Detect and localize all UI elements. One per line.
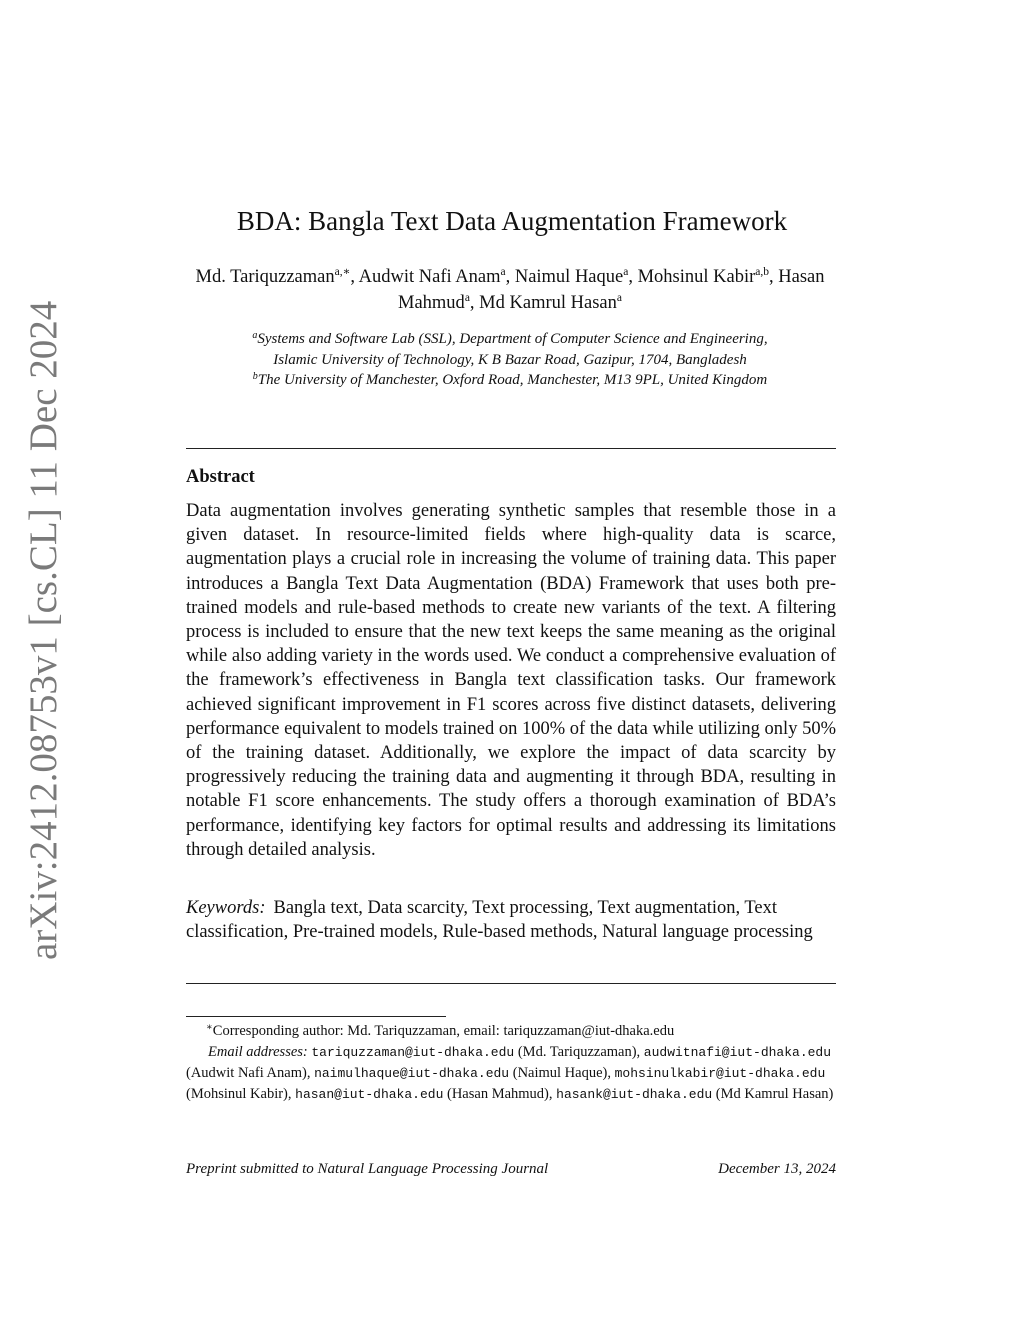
author-list: Md. Tariquzzaman$^{a,∗}$, Audwit Nafi Anam$^a$, Naimul Haque$^a$, Mohsinul Kabir$^{a,b}$, Hasan Mahmud$^a$, Md Kamrul Hasan$^a$ [195, 266, 825, 313]
email-link[interactable]: hasank@iut-dhaka.edu [556, 1087, 713, 1102]
keywords [186, 896, 836, 944]
page-footer [186, 1158, 836, 1180]
affiliation-a: $^a$Systems and Software Lab (SSL), Department of Computer Science and Engineering, [252, 330, 768, 347]
keywords-label: Keywords: [186, 898, 266, 918]
abstract-bottom-rule [186, 983, 836, 984]
email-link[interactable]: mohsinulkabir@iut-dhaka.edu [614, 1066, 826, 1081]
affiliation-a-line-2: Islamic University of Technology, K B Bazar Road, Gazipur, 1704, Bangladesh [273, 351, 747, 368]
preprint-date: December 13, 2024 [718, 1161, 836, 1177]
preprint-note: Preprint submitted to Natural Language Processing Journal [186, 1161, 549, 1177]
keywords-text: Bangla text, Data scarcity, Text processing, Text augmentation, Text classification, Pre-trained models, Rule-based methods, Natural language processing [186, 898, 813, 942]
author[interactable]: Md Kamrul Hasan$^a$ [479, 292, 622, 313]
author[interactable]: Mohsinul Kabir$^{a,b}$ [637, 266, 770, 287]
abstract-top-rule [186, 448, 836, 449]
author[interactable]: Md. Tariquzzaman$^{a,∗}$ [195, 266, 351, 287]
affiliation-b: $^b$The University of Manchester, Oxford Road, Manchester, M13 9PL, United Kingdom [252, 371, 768, 388]
author[interactable]: Naimul Haque$^a$ [514, 266, 629, 287]
footnote [186, 1021, 836, 1105]
affiliations [170, 329, 850, 391]
footnote-rule [186, 1016, 446, 1017]
abstract-text: Data augmentation involves generating synthetic samples that resemble those in a given dataset. In resource-limited fields where high-quality data is scarce, augmentation plays a crucial role in increasing the volume of training data. This paper introduces a Bangla Text Data Augmentation (BDA) Framework that uses both pre-trained models and rule-based methods to create new variants of the text. A filtering process is included to ensure that the new text keeps the same meaning as the original while also adding variety in the words used. We conduct a comprehensive evaluation of the framework’s effectiveness in Bangla text classification tasks. Our framework achieved significant improvement in F1 scores across five distinct datasets, delivering performance equivalent to models trained on 100% of the data while utilizing only 50% of the training dataset. Additionally, we explore the impact of data scarcity by progressively reducing the training data and augmenting it through BDA, resulting in notable F1 score enhancements. The study offers a thorough examination of BDA’s performance, identifying key factors for optimal results and addressing its limitations through detailed analysis. [186, 501, 836, 860]
corresponding-author-note: ∗Corresponding author: Md. Tariquzzaman, email: tariquzzaman@iut-dhaka.edu [206, 1022, 675, 1039]
author[interactable]: Hasan Mahmud$^a$ [398, 267, 825, 313]
author[interactable]: Audwit Nafi Anam$^a$ [358, 266, 506, 287]
paper-title: BDA: Bangla Text Data Augmentation Framework [236, 206, 788, 236]
email-link[interactable]: hasan@iut-dhaka.edu [295, 1087, 444, 1102]
email-link[interactable]: audwitnafi@iut-dhaka.edu [643, 1045, 832, 1060]
arxiv-side-stamp: arXiv:2412.08753v1 [cs.CL] 11 Dec 2024 [22, 300, 65, 960]
email-addresses: Email addresses: tariquzzaman@iut-dhaka.edu (Md. Tariquzzaman), audwitnafi@iut-dhaka.edu (Audwit Nafi Anam), naimulhaque@iut-dhaka.edu (Naimul Haque), mohsinulkabir@iut-dhaka.edu (Mohsinul Kabir), hasan@iut-dhaka.edu (Hasan Mahmud), hasank@iut-dhaka.edu (Md Kamrul Hasan) [186, 1044, 834, 1102]
email-label: Email addresses: [208, 1044, 308, 1060]
abstract-heading: Abstract [186, 467, 255, 487]
email-link[interactable]: tariquzzaman@iut-dhaka.edu [311, 1045, 515, 1060]
email-link[interactable]: naimulhaque@iut-dhaka.edu [314, 1066, 510, 1081]
